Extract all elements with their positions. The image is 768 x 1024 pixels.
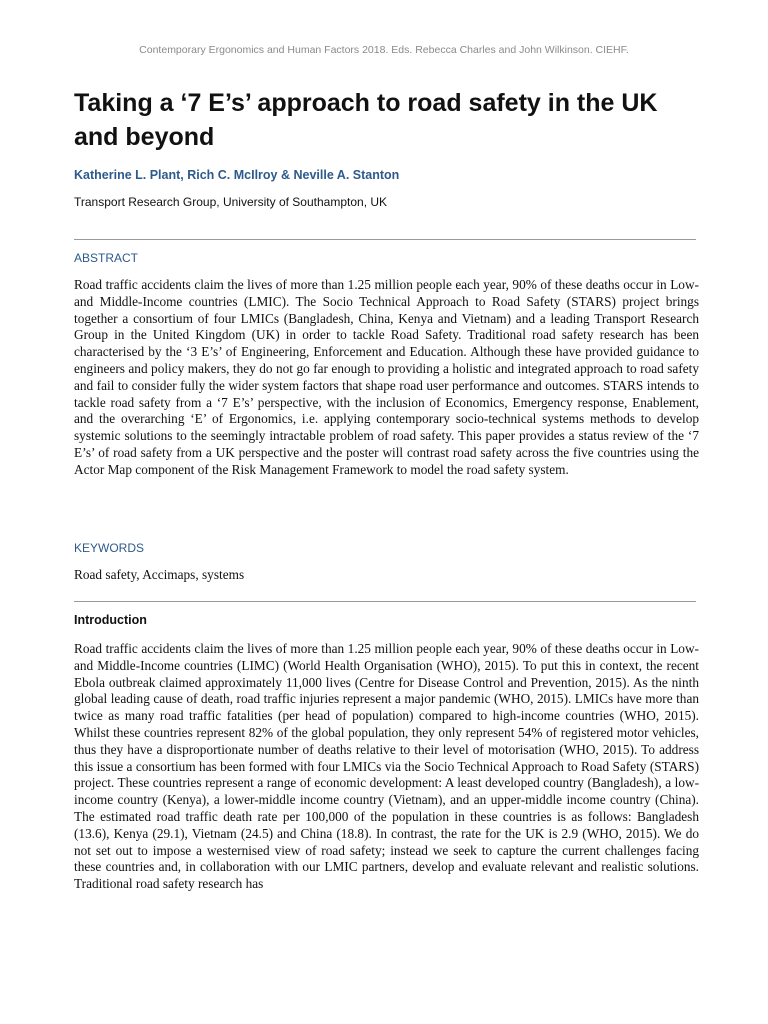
abstract-text: Road traffic accidents claim the lives of more than 1.25 million people each year, 90% of these deaths occur in Low-and Middle-Income countries (LMIC). The Socio Technical Approach to Road Safety (STARS) project brings together a consortium of four LMICs (Bangladesh, China, Kenya and Vietnam) and a leading Transport Research Group in the United Kingdom (UK) in order to tackle Road Safety. Traditional road safety research has been characterised by the ‘3 E’s’ of Engineering, Enforcement and Education. Although these have provided guidance to engineers and policy makers, they do not go far enough to providing a holistic and integrated approach to road safety and fail to consider fully the wider system factors that shape road user performance and outcomes. STARS intends to tackle road safety from a ‘7 E’s’ perspective, with the inclusion of Economics, Emergency response, Enablement, and the overarching ‘E’ of Ergonomics, i.e. applying contemporary socio-technical systems methods to develop systemic solutions to the seemingly intractable problem of road safety. This paper provides a status review of the ‘7 E’s’ of road safety from a UK perspective and the poster will contrast road safety across the five countries using the Actor Map component of the Risk Management Framework to model the road safety system. <box>74 277 699 477</box>
divider-middle <box>74 601 696 602</box>
running-head: Contemporary Ergonomics and Human Factors 2018. Eds. Rebecca Charles and John Wilkinson. CIEHF. <box>139 44 629 56</box>
paper-title: Taking a ‘7 E’s’ approach to road safety in the UK and beyond <box>74 89 658 151</box>
keywords-heading: KEYWORDS <box>74 541 145 555</box>
divider-top <box>74 239 696 240</box>
introduction-heading: Introduction <box>74 613 147 627</box>
introduction-text: Road traffic accidents claim the lives of more than 1.25 million people each year, 90% of these deaths occur in Low-and Middle-Income countries (LIMC) (World Health Organisation (WHO), 2015). To put this in context, the recent Ebola outbreak claimed approximately 11,000 lives (Centre for Disease Control and Prevention, 2015). As the ninth global leading cause of death, road traffic injuries represent a major pandemic (WHO, 2015). LMICs have more than twice as many road traffic fatalities (per head of population) compared to high-income countries (WHO, 2015). Whilst these countries represent 82% of the global population, they only represent 54% of registered motor vehicles, thus they have a disproportionate number of deaths relative to their level of motorisation (WHO, 2015). To address this issue a consortium has been formed with four LMICs via the Socio Technical Approach to Road Safety (STARS) project. These countries represent a range of economic development: A least developed country (Bangladesh), a low-income country (Kenya), a lower-middle income country (Vietnam), and an upper-middle income country (China). The estimated road traffic death rate per 100,000 of the population in these countries is as follows: Bangladesh (13.6), Kenya (29.1), Vietnam (24.5) and China (18.8). In contrast, the rate for the UK is 2.9 (WHO, 2015). We do not set out to impose a westernised view of road safety; instead we seek to capture the current challenges facing these countries and, in collaboration with our LMIC partners, develop and evaluate relevant and realistic solutions. Traditional road safety research has <box>74 641 699 892</box>
author-list: Katherine L. Plant, Rich C. McIlroy & Neville A. Stanton <box>74 168 400 182</box>
keywords-text: Road safety, Accimaps, systems <box>74 567 245 582</box>
affiliation: Transport Research Group, University of Southampton, UK <box>74 195 388 209</box>
abstract-heading: ABSTRACT <box>74 251 139 265</box>
